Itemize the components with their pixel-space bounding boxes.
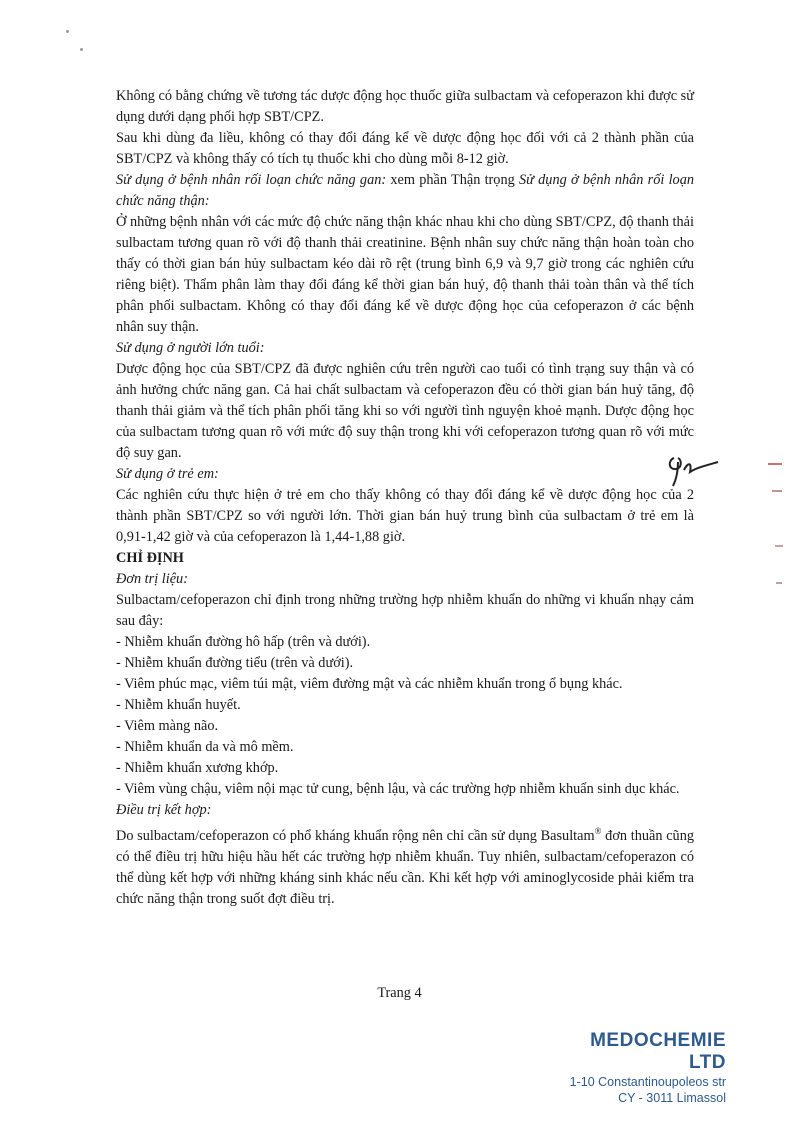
paragraph-text: Do sulbactam/cefoperazon có phổ kháng khuẩn rộng nên chỉ cần sử dụng Basultam <box>116 827 595 844</box>
italic-reference: Sử dụng ở bệnh nhân rối loạn chức năng thận: <box>116 172 695 209</box>
section-heading: CHỈ ĐỊNH <box>116 550 184 566</box>
list-item: - Viêm màng não. <box>116 718 219 734</box>
italic-subheading: Sử dụng ở bệnh nhân rối loạn chức năng gan: <box>116 172 387 188</box>
stamp-company-name: MEDOCHEMIE LTD <box>590 1030 726 1073</box>
paragraph: Dược động học của SBT/CPZ đã được nghiên cứu trên người cao tuổi có tình trạng suy thận và có ảnh hưởng chức năng gan. Cả hai chất sulbactam và cefoperazon đều có thời gian bán huỷ tăng, độ thanh thải giảm và thể tích phân phối tăng khi so với người tình nguyện khoẻ mạnh. Dược động học của sulbactam tương quan rõ với mức độ suy thận trong khi với cefoperazon tương quan rõ với mức độ suy gan. <box>116 361 694 461</box>
list-item: - Nhiễm khuẩn đường hô hấp (trên và dưới). <box>116 634 371 650</box>
margin-speck <box>775 545 783 547</box>
document-body <box>116 86 694 910</box>
paragraph: Sulbactam/cefoperazon chỉ định trong những trường hợp nhiễm khuẩn do những vi khuẩn nhạy cảm sau đây: <box>116 592 694 629</box>
italic-subheading: Sử dụng ở trẻ em: <box>116 466 219 482</box>
page-number: Trang 4 <box>377 985 422 1001</box>
paragraph: Các nghiên cứu thực hiện ở trẻ em cho thấy không có thay đổi đáng kể về dược động học của 2 thành phần SBT/CPZ so với người lớn. Thời gian bán huỷ trung bình của sulbactam ở trẻ em là 0,91-1,42 giờ và của cefoperazon là 1,44-1,88 giờ. <box>116 487 694 545</box>
margin-speck <box>776 582 782 584</box>
italic-subheading: Đơn trị liệu: <box>116 571 188 587</box>
paragraph: Ở những bệnh nhân với các mức độ chức năng thận khác nhau khi cho dùng SBT/CPZ, độ thanh thải sulbactam tương quan rõ với độ thanh thải creatinine. Bệnh nhân suy chức năng thận hoàn toàn cho thấy có thời gian bán hủy sulbactam kéo dài rõ rệt (trung bình 6,9 và 9,7 giờ trong các nghiên cứu riêng biệt). Thẩm phân làm thay đổi đáng kể thời gian bán huỷ, độ thanh thải toàn thân và thể tích phân phối sulbactam. Không có thay đổi đáng kể về dược động học của cefoperazon ở các bệnh nhân suy thận. <box>116 214 694 335</box>
list-item: - Nhiễm khuẩn đường tiểu (trên và dưới). <box>116 655 354 671</box>
list-item: - Nhiễm khuẩn da và mô mềm. <box>116 739 294 755</box>
list-item: - Viêm vùng chậu, viêm nội mạc tử cung, bệnh lậu, và các trường hợp nhiễm khuẩn sinh dục khác. <box>116 781 680 797</box>
italic-subheading: Sử dụng ở người lớn tuổi: <box>116 340 265 356</box>
list-item: - Nhiễm khuẩn xương khớp. <box>116 760 279 776</box>
list-item: - Nhiễm khuẩn huyết. <box>116 697 241 713</box>
company-stamp <box>556 1030 726 1106</box>
scan-speck <box>80 48 83 51</box>
cross-reference-text: xem phần Thận trọng <box>386 172 519 188</box>
margin-speck <box>768 463 782 465</box>
stamp-address-line: CY - 3011 Limassol <box>618 1091 726 1105</box>
paragraph: Sau khi dùng đa liều, không có thay đổi đáng kể về dược động học đối với cả 2 thành phần của SBT/CPZ và không thấy có tích tụ thuốc khi cho dùng mỗi 8-12 giờ. <box>116 130 694 167</box>
signature-mark <box>664 450 722 490</box>
margin-speck <box>772 490 782 492</box>
paragraph: Không có bằng chứng về tương tác dược động học thuốc giữa sulbactam và cefoperazon khi được sử dụng dưới dạng phối hợp SBT/CPZ. <box>116 88 694 125</box>
paragraph <box>116 821 694 910</box>
paragraph-text: đơn thuần cũng có thể điều trị hữu hiệu hầu hết các trường hợp nhiễm khuẩn. Tuy nhiên, sulbactam/cefoperazon có thể dùng kết hợp với những kháng sinh khác nếu cần. Khi kết hợp với aminoglycoside phải kiểm tra chức năng thận trong suốt đợt điều trị. <box>116 827 694 907</box>
scan-speck <box>66 30 69 33</box>
list-item: - Viêm phúc mạc, viêm túi mật, viêm đường mật và các nhiễm khuẩn trong ổ bụng khác. <box>116 676 623 692</box>
italic-subheading: Điều trị kết hợp: <box>116 802 212 818</box>
stamp-address-line: 1-10 Constantinoupoleos str <box>569 1075 726 1089</box>
registered-mark: ® <box>594 826 602 836</box>
subsection-heading <box>116 170 694 212</box>
